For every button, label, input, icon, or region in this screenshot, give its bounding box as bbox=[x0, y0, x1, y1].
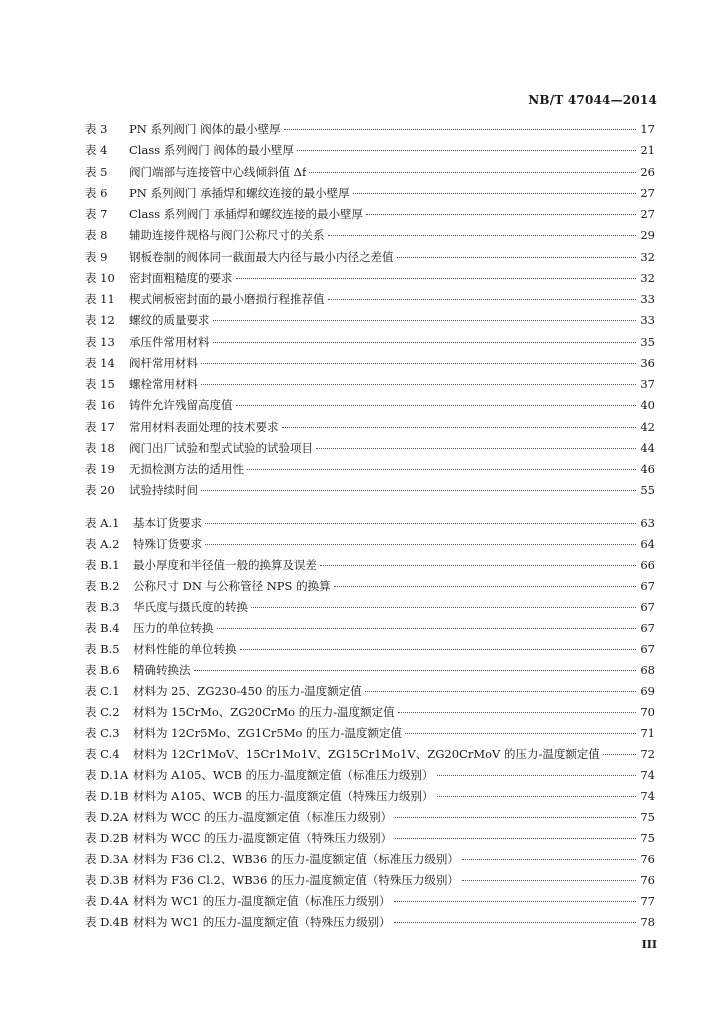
toc-entry-page: 36 bbox=[640, 355, 655, 370]
toc-entry-number: 表 B.4 bbox=[85, 621, 120, 635]
toc-entry-page: 32 bbox=[640, 249, 655, 264]
toc-entry-title: 最小厚度和半径值一般的换算及误差 bbox=[133, 558, 317, 572]
toc-entry-number: 表 A.1 bbox=[85, 516, 120, 530]
toc-entry-title: 材料为 15CrMo、ZG20CrMo 的压力-温度额定值 bbox=[133, 705, 395, 719]
toc-entry[interactable] bbox=[85, 723, 655, 744]
toc-entry-page: 33 bbox=[640, 313, 655, 328]
toc-entry-number: 表 13 bbox=[85, 334, 115, 349]
toc-entry[interactable] bbox=[85, 268, 655, 289]
toc-entry-number: 表 5 bbox=[85, 164, 108, 179]
toc-leader-dots bbox=[236, 405, 637, 406]
toc-entry-page: 64 bbox=[640, 537, 655, 551]
toc-entry-number: 表 D.3B bbox=[85, 873, 129, 887]
toc-entry-title: 楔式闸板密封面的最小磨损行程推荐值 bbox=[129, 292, 325, 306]
toc-entry[interactable] bbox=[85, 332, 655, 353]
toc-entry-page: 67 bbox=[640, 579, 655, 593]
toc-entry[interactable] bbox=[85, 744, 655, 765]
toc-entry[interactable] bbox=[85, 660, 655, 681]
toc-leader-dots bbox=[316, 448, 636, 449]
toc-entry[interactable] bbox=[85, 639, 655, 660]
toc-leader-dots bbox=[240, 649, 637, 650]
toc-leader-dots bbox=[194, 670, 637, 671]
toc-entry-number: 表 B.5 bbox=[85, 642, 120, 656]
toc-entry-number: 表 10 bbox=[85, 270, 115, 285]
page-number-footer: III bbox=[641, 938, 657, 951]
toc-entry-page: 67 bbox=[640, 621, 655, 635]
toc-leader-dots bbox=[437, 775, 636, 776]
toc-leader-dots bbox=[397, 257, 637, 258]
toc-entry-title: 螺栓常用材料 bbox=[129, 377, 198, 391]
toc-entry-title: 螺纹的质量要求 bbox=[129, 313, 210, 328]
toc-entry-title: 基本订货要求 bbox=[133, 516, 202, 530]
toc-entry-page: 75 bbox=[640, 810, 655, 824]
toc-entry-title: PN 系列阀门 承插焊和螺纹连接的最小壁厚 bbox=[129, 185, 350, 200]
toc-entry-number: 表 B.6 bbox=[85, 663, 120, 677]
toc-entry[interactable] bbox=[85, 807, 655, 828]
toc-entry-number: 表 18 bbox=[85, 440, 115, 455]
toc-entry-number: 表 16 bbox=[85, 398, 115, 413]
toc-leader-dots bbox=[201, 363, 636, 364]
toc-entry[interactable] bbox=[85, 702, 655, 723]
toc-entry[interactable] bbox=[85, 247, 655, 268]
toc-entry-title: 材料为 12Cr5Mo、ZG1Cr5Mo 的压力-温度额定值 bbox=[133, 726, 402, 740]
toc-entry-title: 辅助连接件规格与阀门公称尺寸的关系 bbox=[129, 228, 325, 243]
toc-entry[interactable] bbox=[85, 183, 655, 204]
toc-entry-title: 材料为 12Cr1MoV、15Cr1Mo1V、ZG15Cr1Mo1V、ZG20CrMoV 的压力-温度额定值 bbox=[133, 747, 600, 761]
toc-entry[interactable] bbox=[85, 289, 655, 310]
toc-entry[interactable] bbox=[85, 374, 655, 395]
toc-entry-number: 表 C.4 bbox=[85, 747, 120, 761]
toc-entry-title: 材料为 WCC 的压力-温度额定值（标准压力级别） bbox=[133, 810, 393, 824]
toc-leader-dots bbox=[405, 733, 636, 734]
toc-leader-dots bbox=[395, 817, 636, 818]
toc-leader-dots bbox=[282, 427, 637, 428]
toc-entry-number: 表 C.2 bbox=[85, 705, 120, 719]
toc-entry-title: 材料为 F36 Cl.2、WB36 的压力-温度额定值（特殊压力级别） bbox=[133, 873, 459, 887]
toc-entry-number: 表 6 bbox=[85, 185, 108, 200]
toc-entry-title: 阀杆常用材料 bbox=[129, 355, 198, 370]
toc-entry[interactable] bbox=[85, 310, 655, 331]
toc-entry-number: 表 7 bbox=[85, 207, 108, 221]
toc-entry-page: 37 bbox=[640, 377, 655, 391]
toc-entry-page: 26 bbox=[640, 164, 655, 179]
toc-entry-number: 表 B.3 bbox=[85, 600, 120, 614]
toc-entry-title: 精确转换法 bbox=[133, 663, 191, 677]
toc-entry[interactable] bbox=[85, 162, 655, 183]
toc-entry-title: 压力的单位转换 bbox=[133, 621, 214, 635]
toc-leader-dots bbox=[395, 838, 636, 839]
toc-entry-number: 表 D.1A bbox=[85, 768, 129, 782]
toc-entry-title: 试验持续时间 bbox=[129, 483, 198, 498]
toc-leader-dots bbox=[320, 565, 636, 566]
toc-leader-dots bbox=[236, 278, 637, 279]
toc-entry[interactable] bbox=[85, 765, 655, 786]
toc-entry-page: 67 bbox=[640, 600, 655, 614]
toc-entry-title: 铸件允许残留高度值 bbox=[129, 398, 233, 413]
toc-entry-page: 72 bbox=[640, 747, 655, 761]
toc-leader-dots bbox=[394, 901, 636, 902]
toc-entry[interactable] bbox=[85, 576, 655, 597]
toc-leader-dots bbox=[394, 922, 636, 923]
toc-entry[interactable] bbox=[85, 555, 655, 576]
toc-entry-page: 27 bbox=[640, 185, 655, 200]
toc-entry-page: 66 bbox=[640, 558, 655, 572]
toc-entry-number: 表 B.2 bbox=[85, 579, 120, 593]
toc-entry-number: 表 D.4B bbox=[85, 915, 129, 929]
toc-entry-title: 公称尺寸 DN 与公称管径 NPS 的换算 bbox=[133, 579, 331, 593]
toc-entry[interactable] bbox=[85, 395, 655, 416]
toc-entry[interactable] bbox=[85, 140, 655, 161]
toc-leader-dots bbox=[213, 342, 637, 343]
toc-entry-page: 71 bbox=[640, 726, 655, 740]
toc-entry-title: 承压件常用材料 bbox=[129, 334, 210, 349]
toc-entry-number: 表 8 bbox=[85, 228, 108, 243]
toc-entry-number: 表 11 bbox=[85, 292, 115, 306]
toc-leader-dots bbox=[365, 691, 636, 692]
toc-entry-title: 材料为 WC1 的压力-温度额定值（特殊压力级别） bbox=[133, 915, 391, 929]
toc-entry-number: 表 A.2 bbox=[85, 537, 120, 551]
toc-entry-number: 表 12 bbox=[85, 313, 115, 328]
toc-leader-dots bbox=[213, 320, 637, 321]
toc-entry-number: 表 D.4A bbox=[85, 894, 129, 908]
toc-entry-number: 表 C.1 bbox=[85, 684, 120, 698]
toc-entry-title: Class 系列阀门 阀体的最小壁厚 bbox=[129, 143, 294, 158]
toc-entry-number: 表 D.2B bbox=[85, 831, 129, 845]
toc-entry[interactable] bbox=[85, 828, 655, 849]
toc-entry-title: 特殊订货要求 bbox=[133, 537, 202, 551]
toc-entry-page: 40 bbox=[640, 398, 655, 413]
toc-entry[interactable] bbox=[85, 681, 655, 702]
toc-entry[interactable] bbox=[85, 513, 655, 534]
toc-entry-title: 材料为 A105、WCB 的压力-温度额定值（标准压力级别） bbox=[133, 768, 434, 782]
toc-entry-page: 17 bbox=[640, 122, 655, 136]
toc-entry[interactable] bbox=[85, 870, 655, 891]
toc-leader-dots bbox=[603, 754, 636, 755]
toc-entry-number: 表 4 bbox=[85, 143, 108, 158]
toc-entry-page: 76 bbox=[640, 873, 655, 887]
toc-entry-page: 29 bbox=[640, 228, 655, 243]
toc-entry-title: 阀门端部与连接管中心线倾斜值 Δf bbox=[129, 164, 307, 179]
toc-entry-title: 材料为 A105、WCB 的压力-温度额定值（特殊压力级别） bbox=[133, 789, 434, 803]
toc-leader-dots bbox=[217, 628, 637, 629]
toc-entry-number: 表 D.3A bbox=[85, 852, 129, 866]
toc-entry-page: 63 bbox=[640, 516, 655, 530]
toc-leader-dots bbox=[328, 299, 637, 300]
toc-entry-title: 材料性能的单位转换 bbox=[133, 642, 237, 656]
toc-entry[interactable] bbox=[85, 225, 655, 246]
standard-code-header: NB/T 47044—2014 bbox=[528, 93, 657, 107]
toc-entry-title: 钢板卷制的阀体同一截面最大内径与最小内径之差值 bbox=[129, 249, 394, 264]
toc-leader-dots bbox=[366, 214, 636, 215]
toc-entry[interactable] bbox=[85, 119, 655, 140]
toc-leader-dots bbox=[205, 523, 636, 524]
toc-leader-dots bbox=[328, 235, 637, 236]
toc-entry[interactable] bbox=[85, 459, 655, 480]
toc-entry-page: 77 bbox=[640, 894, 655, 908]
toc-entry[interactable] bbox=[85, 438, 655, 459]
toc-entry-title: 华氏度与摄氏度的转换 bbox=[133, 600, 248, 614]
toc-entry-page: 74 bbox=[640, 768, 655, 782]
toc-entry-page: 32 bbox=[640, 270, 655, 285]
toc-leader-dots bbox=[201, 490, 636, 491]
toc-entry-page: 76 bbox=[640, 852, 655, 866]
toc-entry[interactable] bbox=[85, 417, 655, 438]
toc-entry-page: 67 bbox=[640, 642, 655, 656]
table-of-contents-appendix bbox=[85, 513, 655, 933]
toc-leader-dots bbox=[284, 129, 636, 130]
toc-entry-number: 表 19 bbox=[85, 462, 115, 476]
toc-leader-dots bbox=[353, 193, 636, 194]
toc-entry-number: 表 17 bbox=[85, 419, 115, 434]
toc-entry-page: 74 bbox=[640, 789, 655, 803]
toc-entry[interactable] bbox=[85, 480, 655, 501]
toc-leader-dots bbox=[247, 469, 636, 470]
toc-leader-dots bbox=[251, 607, 636, 608]
toc-entry[interactable] bbox=[85, 597, 655, 618]
toc-entry[interactable] bbox=[85, 786, 655, 807]
toc-leader-dots bbox=[334, 586, 636, 587]
toc-entry-page: 27 bbox=[640, 207, 655, 221]
toc-entry-number: 表 B.1 bbox=[85, 558, 120, 572]
table-of-contents-main bbox=[85, 119, 655, 502]
toc-entry-page: 33 bbox=[640, 292, 655, 306]
toc-entry[interactable] bbox=[85, 891, 655, 912]
toc-entry[interactable] bbox=[85, 534, 655, 555]
toc-entry-title: 材料为 WCC 的压力-温度额定值（特殊压力级别） bbox=[133, 831, 393, 845]
toc-entry-page: 44 bbox=[640, 440, 655, 455]
toc-leader-dots bbox=[205, 544, 636, 545]
toc-entry-number: 表 D.2A bbox=[85, 810, 129, 824]
toc-entry-title: 材料为 F36 Cl.2、WB36 的压力-温度额定值（标准压力级别） bbox=[133, 852, 459, 866]
toc-leader-dots bbox=[398, 712, 636, 713]
toc-entry[interactable] bbox=[85, 912, 655, 933]
toc-leader-dots bbox=[462, 859, 636, 860]
toc-entry-number: 表 9 bbox=[85, 249, 108, 264]
toc-entry-number: 表 20 bbox=[85, 483, 115, 498]
toc-entry-page: 21 bbox=[640, 143, 655, 158]
toc-entry-title: 材料为 25、ZG230-450 的压力-温度额定值 bbox=[133, 684, 362, 698]
toc-entry-number: 表 C.3 bbox=[85, 726, 120, 740]
toc-entry-page: 78 bbox=[640, 915, 655, 929]
toc-leader-dots bbox=[437, 796, 636, 797]
toc-entry-page: 69 bbox=[640, 684, 655, 698]
toc-entry-title: Class 系列阀门 承插焊和螺纹连接的最小壁厚 bbox=[129, 207, 363, 221]
toc-entry-page: 35 bbox=[640, 334, 655, 349]
toc-entry-page: 42 bbox=[640, 419, 655, 434]
toc-leader-dots bbox=[462, 880, 636, 881]
toc-entry-title: 密封面粗糙度的要求 bbox=[129, 270, 233, 285]
toc-entry[interactable] bbox=[85, 353, 655, 374]
toc-leader-dots bbox=[309, 172, 636, 173]
toc-entry-title: 无损检测方法的适用性 bbox=[129, 462, 244, 476]
toc-entry-title: 阀门出厂试验和型式试验的试验项目 bbox=[129, 440, 313, 455]
toc-entry-number: 表 3 bbox=[85, 122, 108, 136]
toc-entry-number: 表 15 bbox=[85, 377, 115, 391]
toc-entry-number: 表 D.1B bbox=[85, 789, 129, 803]
toc-entry[interactable] bbox=[85, 618, 655, 639]
toc-entry-page: 46 bbox=[640, 462, 655, 476]
toc-entry[interactable] bbox=[85, 204, 655, 225]
toc-entry-page: 55 bbox=[640, 483, 655, 498]
toc-entry[interactable] bbox=[85, 849, 655, 870]
toc-entry-page: 75 bbox=[640, 831, 655, 845]
toc-entry-title: 材料为 WC1 的压力-温度额定值（标准压力级别） bbox=[133, 894, 391, 908]
toc-entry-title: PN 系列阀门 阀体的最小壁厚 bbox=[129, 122, 281, 136]
toc-entry-number: 表 14 bbox=[85, 355, 115, 370]
toc-entry-title: 常用材料表面处理的技术要求 bbox=[129, 419, 279, 434]
toc-leader-dots bbox=[201, 384, 636, 385]
toc-entry-page: 68 bbox=[640, 663, 655, 677]
toc-leader-dots bbox=[297, 150, 636, 151]
toc-entry-page: 70 bbox=[640, 705, 655, 719]
